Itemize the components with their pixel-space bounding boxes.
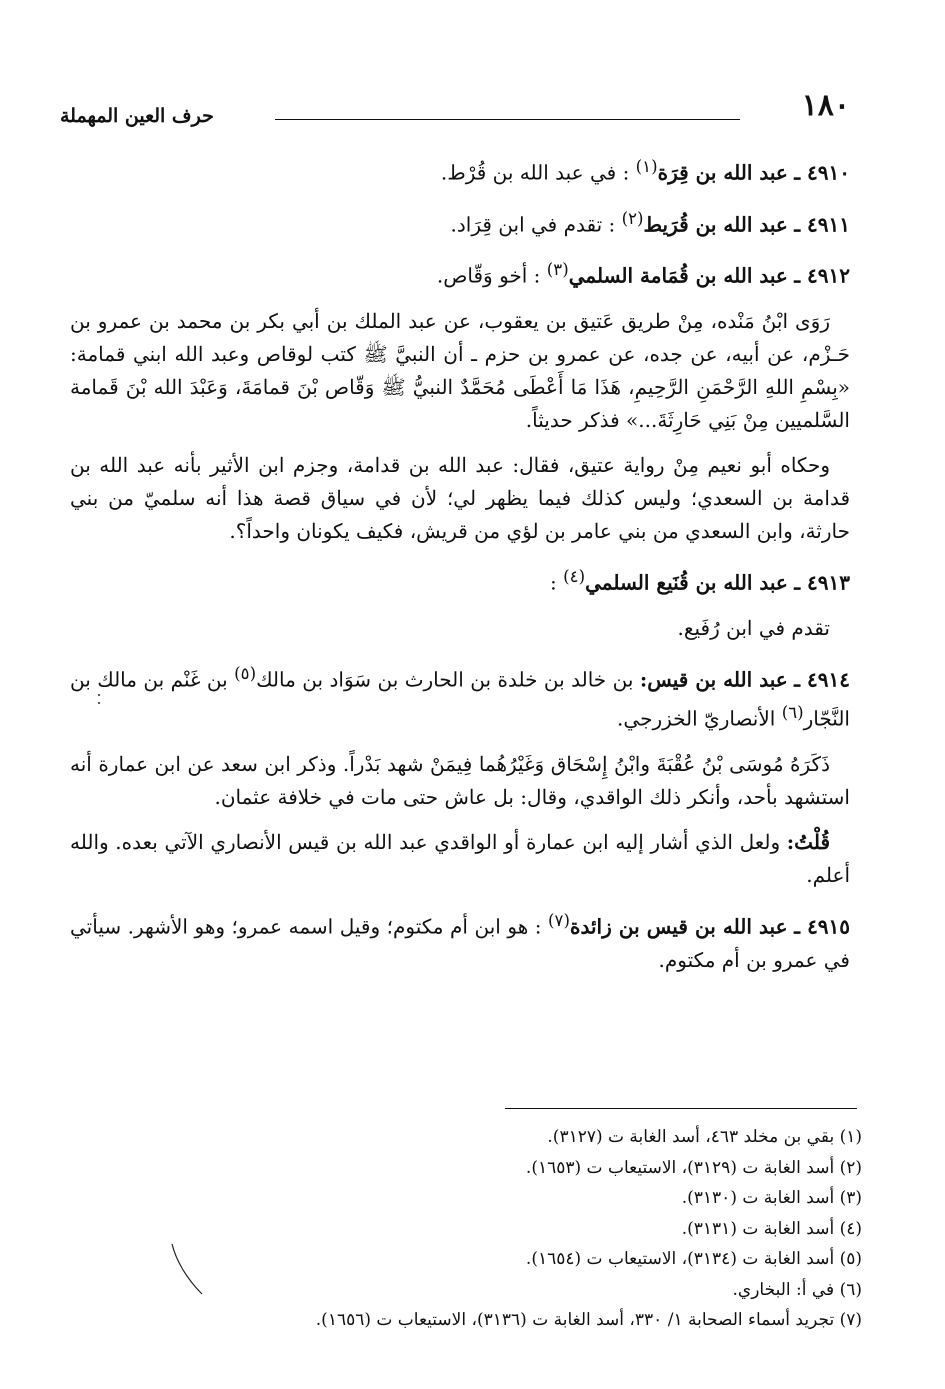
entry-4913 <box>70 560 850 600</box>
entry-number: ٤٩١٠ ـ <box>794 160 850 185</box>
paragraph-qultu <box>70 826 850 892</box>
scan-speck <box>98 702 100 704</box>
entry-text: بن خالد بن خلدة بن الحارث بن سَوَاد بن مالك <box>256 667 634 692</box>
entry-name: عبد الله بن قُرَيط <box>643 212 788 237</box>
entry-4910 <box>70 150 850 190</box>
entry-text: : في عبد الله بن قُرْط. <box>440 160 630 185</box>
footnote-ref: (٦) <box>781 703 804 723</box>
footnote-5: (٥) أسد الغابة ت (٣١٣٤)، الاستيعاب ت (١٦٥٤). <box>525 1249 862 1269</box>
entry-4912 <box>70 253 850 293</box>
entry-text: بن غَنْم بن مالك بن النَّجّار <box>70 667 850 731</box>
entry-4911 <box>70 202 850 242</box>
entry-text: : هو ابن أم مكتوم؛ وقيل اسمه عمرو؛ وهو الأشهر. سيأتي في عمرو بن أم مكتوم. <box>70 914 850 972</box>
entry-number: ٤٩١٤ ـ <box>794 667 850 692</box>
entry-name: عبد الله بن قيس: <box>639 667 788 692</box>
footnote-ref: (١) <box>635 157 658 176</box>
paragraph-narration: رَوَى ابْنُ مَنْده، مِنْ طريق عَتيق بن يعقوب، عن عبد الملك بن أبي بكر بن محمد بن عمرو بن حَـزْم، عن أبيه، عن جده، عن عمرو بن حزم ـ أن النبيَّ ﷺ كتب لوقاص وعبد الله ابني قمامة: «بِسْمِ اللهِ الرَّحْمَنِ الرَّحِيمِ، هَذَا مَا أَعْطَى مُحَمَّدٌ النبيُّ ﷺ وَقّاص بْنَ قمامَةَ، وَعَبْدَ الله بْنَ قَمامة السَّلميين مِنْ بَنِي حَارِثَةَ...» فذكر حديثاً. <box>70 308 850 432</box>
entry-4915 <box>70 904 850 977</box>
entry-number: ٤٩١٥ ـ <box>794 914 851 939</box>
entry-name: عبد الله بن قِرَة <box>657 160 788 185</box>
entry-name: عبد الله بن قُمَامة السلمي <box>568 263 788 288</box>
entry-name: عبد الله بن قُنَيع السلمي <box>585 570 788 595</box>
entry-text: : تقدم في ابن قِرَاد. <box>450 212 616 237</box>
footnotes <box>150 1122 862 1336</box>
qultu-text: ولعل الذي أشار إليه ابن عمارة أو الواقدي عبد الله بن قيس الأنصاري الآتي بعده. والله أعلم. <box>70 829 850 887</box>
qultu-label: قُلْتُ: <box>786 829 830 854</box>
scan-speck <box>98 694 100 696</box>
entry-number: ٤٩١٢ ـ <box>794 263 850 288</box>
entry-text: الأنصاريّ الخزرجي. <box>617 706 776 731</box>
footnote-4: (٤) أسد الغابة ت (٣١٣١). <box>681 1218 862 1239</box>
scan-pen-mark <box>168 1240 208 1300</box>
footnote-7: (٧) تجريد أسماء الصحابة ١/ ٣٣٠، أسد الغابة ت (٣١٣٦)، الاستيعاب ت (١٦٥٦). <box>315 1310 862 1330</box>
entry-name: عبد الله بن قيس بن زائدة <box>570 914 788 939</box>
running-head: حرف العين المهملة <box>60 105 214 127</box>
footnote-3: (٣) أسد الغابة ت (٣١٣٠). <box>681 1188 862 1208</box>
main-text <box>70 150 850 989</box>
entry-4914 <box>70 657 850 736</box>
footnote-1: (١) بقي بن مخلد ٤٦٣، أسد الغابة ت (٣١٢٧). <box>547 1127 862 1147</box>
footnote-rule <box>505 1108 857 1109</box>
footnote-ref: (٧) <box>548 910 570 930</box>
footnote-2: (٢) أسد الغابة ت (٣١٢٩)، الاستيعاب ت (١٦٥٣). <box>525 1157 862 1178</box>
entry-number: ٤٩١٣ ـ <box>794 570 850 595</box>
paragraph-abu-nuaym: وحكاه أبو نعيم مِنْ رواية عتيق، فقال: عبد الله بن قدامة، وجزم ابن الأثير بأنه عبد الله بن قدامة بن السعدي؛ وليس كذلك فيما يظهر لي؛ لأن في سياق قصة هذا أنه سلميّ من بني حارثة، وابن السعدي من بني عامر بن لؤي من قريش، فكيف يكونان واحداً؟. <box>70 452 850 543</box>
page-number: ١٨٠ <box>801 88 850 123</box>
footnote-6: (٦) في أ: البخاري. <box>732 1279 862 1300</box>
footnote-ref: (٢) <box>621 208 644 228</box>
entry-number: ٤٩١١ ـ <box>794 212 850 237</box>
entry-text: : أخو وَقّاص. <box>436 263 541 288</box>
footnote-ref: (٥) <box>234 663 257 683</box>
footnote-ref: (٤) <box>563 566 586 586</box>
paragraph-cross-reference: تقدم في ابن رُفَيع. <box>677 615 830 640</box>
page-header <box>60 88 850 138</box>
footnote-ref: (٣) <box>546 260 569 280</box>
header-rule <box>275 119 740 120</box>
paragraph-musa-ibn-uqba: ذَكَرَهُ مُوسَى بْنُ عُقْبَةَ وابْنُ إِسْحَاق وَغَيْرُهُما فِيمَنْ شهد بَدْراً. وذكر ابن سعد عن ابن عمارة أنه استشهد بأحد، وأنكر ذلك الواقدي، وقال: بل عاش حتى مات في خلافة عثمان. <box>70 751 850 809</box>
entry-text: : <box>550 570 557 595</box>
